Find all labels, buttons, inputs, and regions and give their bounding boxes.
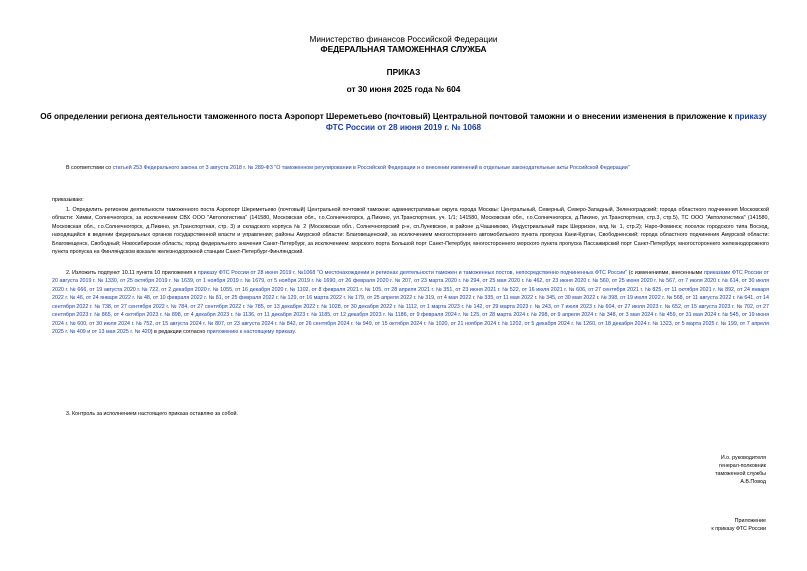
item-2-prefix: 2. Изложить подпункт 10.11 пункта 10 приложения к [66,270,198,276]
order-1068-link[interactable]: приказу ФТС России от 28 июня 2019 г. №1068 "О местонахождении и регионах деятельности таможен и таможенных постов, непосредственно подчиненных ФТС России" [197,270,628,276]
amending-orders-link[interactable]: приказами ФТС России от 20 августа 2019 г. № 1330, от 25 октября 2019 г. № 1639, от 1 ноября 2019 г. № 1679, от 5 ноября 2019 г. № 1690, от 26 февраля 2020 г. № 207, от 23 марта 2020 г. № 294, от 25 мая 2020 г. № 462, от 23 июня 2020 г. № 560, от 25 июня 2020 г. № 567, от 7 июля 2020 г. № 614, от 30 июля 2020 г. № 666, от 19 августа 2020 г. № 722, от 2 декабря 2020 г. № 1055, от 16 декабря 2020 г. № 1102, от 8 февраля 2021 г. № 105, от 28 апреля 2021 г. № 351, от 23 июня 2021 г. № 522, от 16 июля 2021 г. № 606, от 27 сентября 2021 г. № 825, от 11 октября 2021 г. № 892, от 24 января 2022 г. № 46, от 24 января 2022 г. № 48, от 10 февраля 2022 г. № 81, от 25 февраля 2022 г. № 129, от 16 марта 2022 г. № 179, от 25 апреля 2022 г. № 319, от 4 мая 2022 г. № 335, от 11 мая 2022 г. № 345, от 30 мая 2022 г. № 398, от 19 июля 2022 г. № 568, от 11 августа 2022 г. № 641, от 14 сентября 2022 г. № 738, от 27 сентября 2022 г. № 784, от 27 сентября 2022 г. № 785, от 13 декабря 2022 г. № 1028, от 30 декабря 2022 г. № 1112, от 1 марта 2023 г. № 142, от 29 марта 2023 г. № 243, от 7 июля 2023 г. № 604, от 27 июля 2023 г. № 652, от 15 августа 2023 г. № 702, от 27 сентября 2023 г. № 865, от 4 октября 2023 г. № 898, от 4 декабря 2023 г. № 1136, от 11 декабря 2023 г. № 1185, от 12 декабря 2023 г. № 1186, от 9 февраля 2024 г. № 125, от 28 марта 2024 г. № 298, от 9 апреля 2024 г. № 348, от 3 мая 2024 г. № 459, от 31 мая 2024 г. № 545, от 19 июня 2024 г. № 600, от 30 июля 2024 г. № 752, от 15 августа 2024 г. № 807, от 23 августа 2024 г. № 842, от 26 сентября 2024 г. № 949, от 15 октября 2024 г. № 1020, от 21 ноября 2024 г. № 1202, от 5 декабря 2024 г. № 1260, от 18 декабря 2024 г. № 1323, от 5 марта 2025 г. № 199, от 7 апреля 2025 г. № 409 и от 13 мая 2025 г. № 420 [52,270,769,336]
item-2-suffix: ) в редакции согласно [150,329,207,336]
preamble [52,164,769,172]
item-2 [52,269,769,337]
service-name: ФЕДЕРАЛЬНАЯ ТАМОЖЕННАЯ СЛУЖБА [320,44,487,54]
item-2-end: . [294,329,296,336]
signature-position: И.о. руководителя [720,455,766,461]
title-text: Об определении региона деятельности таможенного поста Аэропорт Шереметьево (почтовый) Центральной почтовой таможни и о внесении изменения в приложение к [40,112,735,121]
signature-name: А.В.Повод [740,479,766,486]
preamble-prefix: В соответствии со [66,165,113,171]
appendix-link[interactable]: приложению к настоящему приказу [206,329,295,336]
appendix-label: Приложение [734,518,766,524]
appendix-reference: к приказу ФТС России [711,526,766,533]
title-link[interactable]: приказу ФТС России от 28 июня 2019 г. № 1068 [325,112,767,132]
appendix-block [640,517,766,533]
item-3: 3. Контроль за исполнением настоящего приказа оставляю за собой. [66,411,238,417]
signature-block [640,454,766,486]
document-date: от 30 июня 2025 года № 604 [346,84,461,94]
signature-service: таможенной службы [715,471,766,478]
item-2-middle: (с изменениями, внесенными [627,270,704,276]
document-type: ПРИКАЗ [386,67,421,77]
federal-law-link[interactable]: статьей 253 Федерального закона от 3 августа 2018 г. № 289-ФЗ "О таможенном регулировании в Российской Федерации и о внесении изменений в отдельные законодательные акты Российской Федерации" [112,165,630,171]
item-1: 1. Определить регионом деятельности таможенного поста Аэропорт Шереметьево (почтовый) Центральной почтовой таможни: административные округа города Москвы: Центральный, Северный, Северо-Западный, Зеленоградский; города областного подчинения Московской области: Химки, Солнечногорск, за исключением СВХ ООО "Автологистика" (141580, Московская обл., г.о.Солнечногорск, д.Пикино, ул.Транспортная, уч. 1/1; 141580, Московская обл., г.о.Солнечногорск, д.Пикино, ул.Транспортная, стр.3, стр.5), ТС ООО "Автологистика" (141580, Московская обл., г.о.Солнечногорск, д.Пикино, ул.Транспортная, стр. 3) и складского корпуса № 2 (Московская обл., Солнечногорский р-н, сп.Луневское, в районе д.Чашниково, Индустриальный парк Шерризон, влд.№ 1, стр.2); Наро-Фоминск; поселок городского типа Восход, находящийся в ведении федеральных органов государственной власти и управления; районы Амурской области: Благовещенский, за исключением многостороннего автомобильного пункта пропуска Кани-Курган, Свободненский; города областного подчинения Амурской области: Благовещенск, Свободный; Новосибирская область; город федерального значения Санкт-Петербург, за исключением: морского порта Большой порт Санкт-Петербург, многостороннего морского пункта пропуска Пассажирский порт Санкт-Петербург, многостороннего железнодорожного пункта пропуска на Финляндском вокзале железнодорожной станции Санкт-Петербург-Финляндский. [52,207,769,256]
document-title [40,112,767,133]
order-word: приказываю: [52,197,84,203]
ministry-name: Министерство финансов Российской Федерации [309,34,498,44]
signature-rank: генерал-полковник [719,463,766,470]
